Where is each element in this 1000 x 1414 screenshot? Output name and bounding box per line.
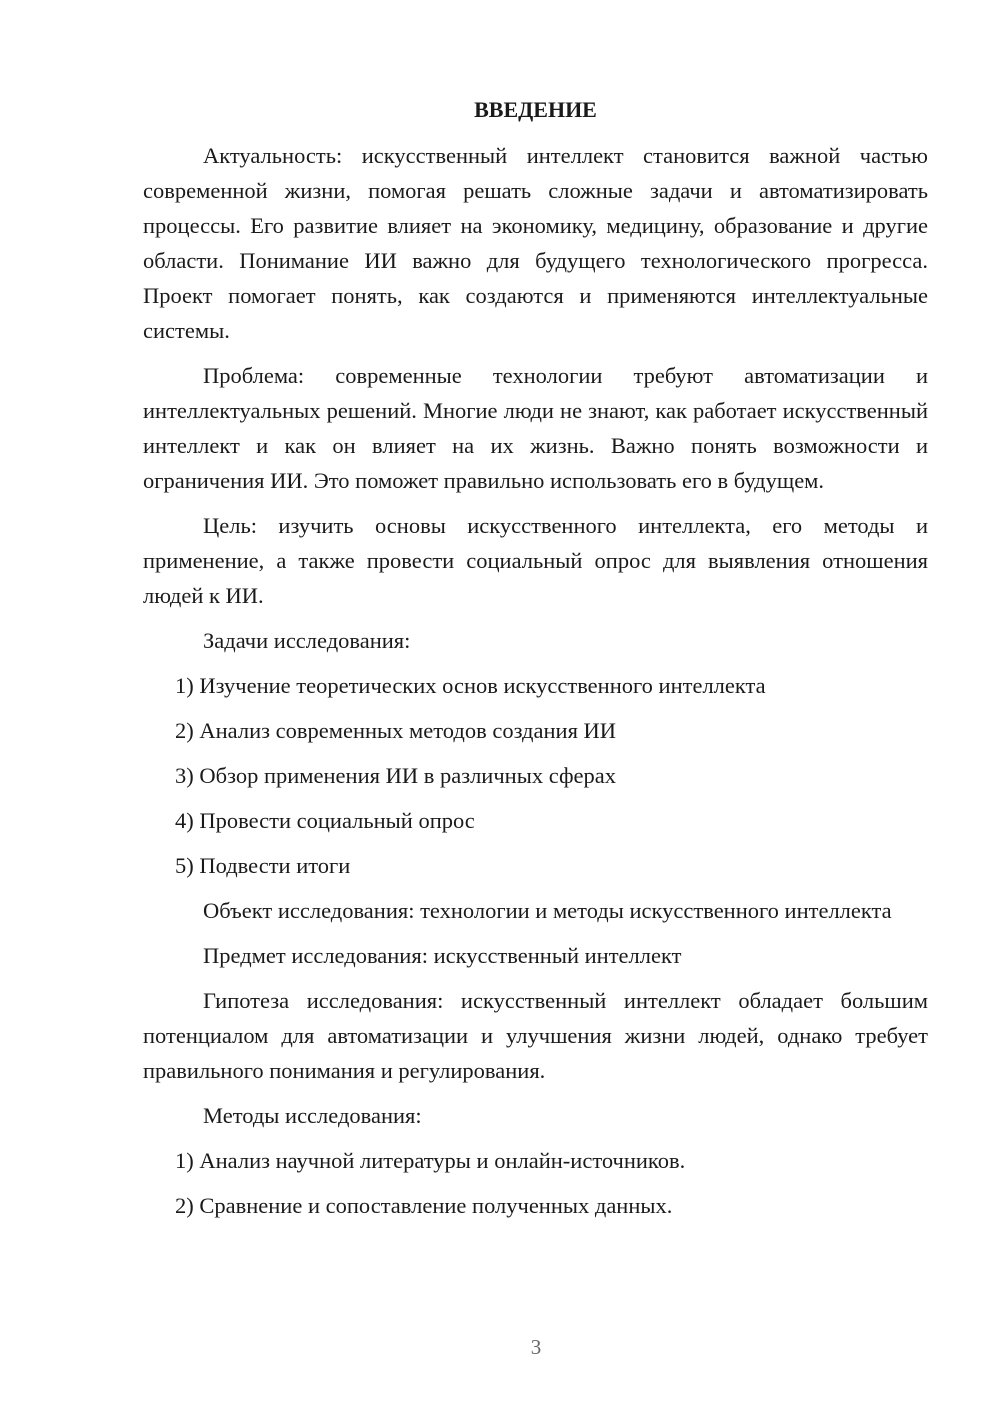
list-item: 3) Обзор применения ИИ в различных сферах — [175, 763, 617, 788]
list-item: 1) Анализ научной литературы и онлайн-источников. — [175, 1148, 686, 1173]
goal-paragraph: Цель: изучить основы искусственного интеллекта, его методы и применение, а также провести социальный опрос для выявления отношения людей к ИИ. — [143, 513, 928, 608]
document-page — [143, 92, 928, 1233]
relevance-paragraph: Актуальность: искусственный интеллект становится важной частью современной жизни, помогая решать сложные задачи и автоматизировать процессы. Его развитие влияет на экономику, медицину, образование и другие области. Понимание ИИ важно для будущего технологического прогресса. Проект помогает понять, как создаются и применяются интеллектуальные системы. — [143, 143, 928, 343]
section-title: ВВЕДЕНИЕ — [474, 97, 597, 122]
list-item: 2) Анализ современных методов создания ИИ — [175, 718, 617, 743]
tasks-heading: Задачи исследования: — [203, 628, 411, 653]
subject-paragraph: Предмет исследования: искусственный интеллект — [203, 943, 682, 968]
list-item: 4) Провести социальный опрос — [175, 808, 475, 833]
list-item: 2) Сравнение и сопоставление полученных данных. — [175, 1193, 673, 1218]
hypothesis-paragraph: Гипотеза исследования: искусственный интеллект обладает большим потенциалом для автоматизации и улучшения жизни людей, однако требует правильного понимания и регулирования. — [143, 988, 928, 1083]
methods-list — [143, 1143, 928, 1223]
problem-paragraph: Проблема: современные технологии требуют автоматизации и интеллектуальных решений. Многие люди не знают, как работает искусственный интеллект и как он влияет на их жизнь. Важно понять возможности и ограничения ИИ. Это поможет правильно использовать его в будущем. — [143, 363, 928, 493]
methods-heading: Методы исследования: — [203, 1103, 422, 1128]
list-item: 5) Подвести итоги — [175, 853, 351, 878]
page-number: 3 — [530, 1335, 542, 1359]
object-paragraph: Объект исследования: технологии и методы искусственного интеллекта — [203, 898, 892, 923]
tasks-list — [143, 668, 928, 883]
list-item: 1) Изучение теоретических основ искусственного интеллекта — [175, 673, 766, 698]
